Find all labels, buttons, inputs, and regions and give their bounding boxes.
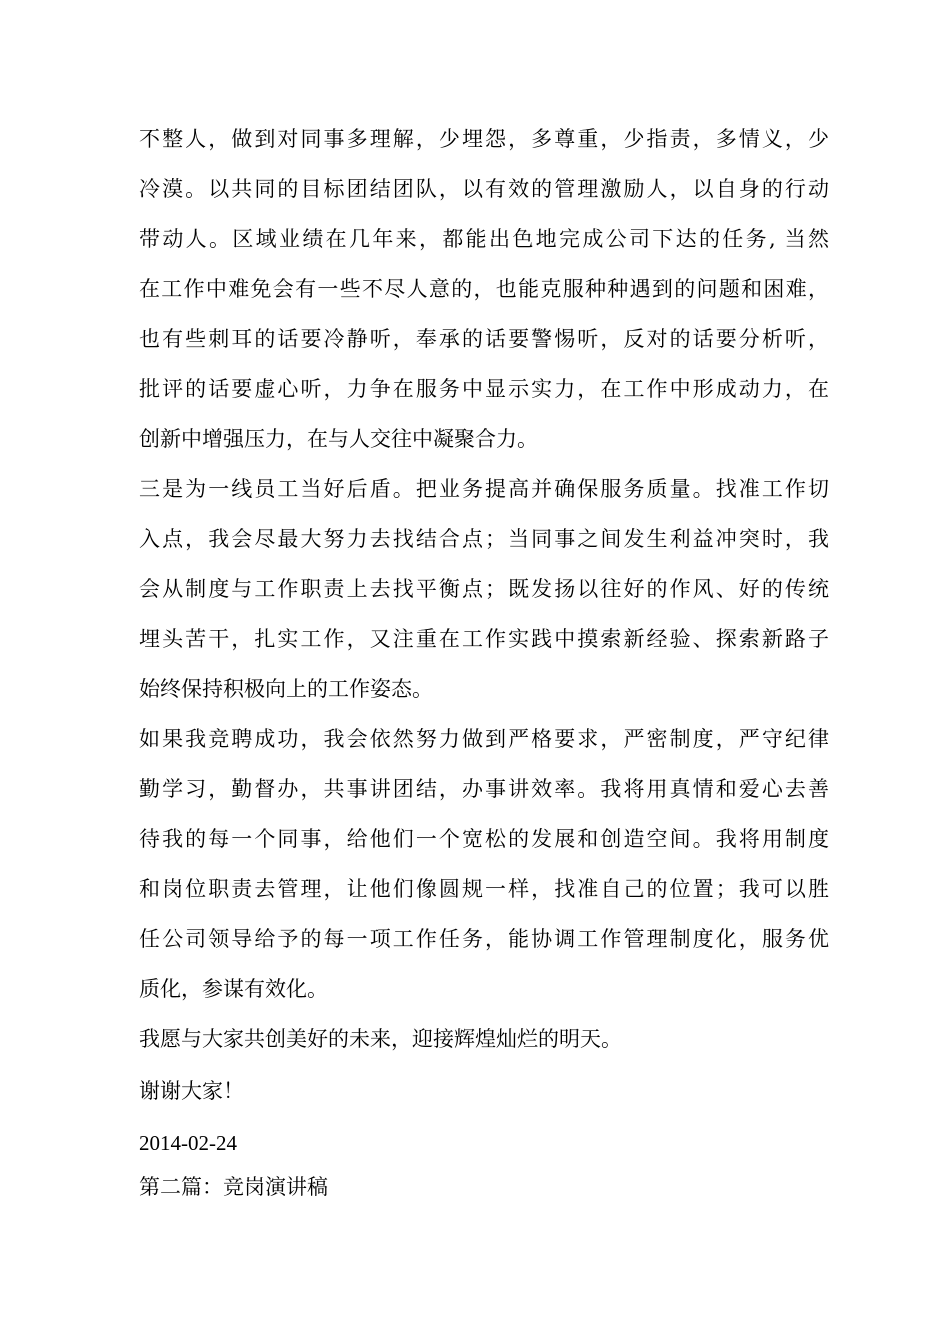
body-text-line: 带动人。区域业绩在几年来，都能出色地完成公司下达的任务, 当然 xyxy=(139,227,829,251)
body-text-line: 待我的每一个同事，给他们一个宽松的发展和创造空间。我将用制度 xyxy=(139,827,829,851)
body-text-line: 会从制度与工作职责上去找平衡点；既发扬以往好的作风、好的传统 xyxy=(139,577,829,601)
body-text-line: 入点，我会尽最大努力去找结合点；当同事之间发生利益冲突时，我 xyxy=(139,527,829,551)
body-text-line: 任公司领导给予的每一项工作任务，能协调工作管理制度化，服务优 xyxy=(139,927,829,951)
body-text-line: 始终保持积极向上的工作姿态。 xyxy=(139,677,433,701)
thanks-line: 谢谢大家！ xyxy=(139,1079,244,1103)
body-text-line: 不整人，做到对同事多理解，少埋怨，多尊重，少指责，多情义，少 xyxy=(139,127,829,151)
body-text-line: 冷漠。以共同的目标团结团队，以有效的管理激励人，以自身的行动 xyxy=(139,177,829,201)
date-line: 2014-02-24 xyxy=(139,1131,237,1155)
body-text-line: 在工作中难免会有一些不尽人意的，也能克服种种遇到的问题和困难， xyxy=(139,277,829,301)
body-text-line: 质化，参谋有效化。 xyxy=(139,977,328,1001)
body-text-line: 勤学习，勤督办，共事讲团结，办事讲效率。我将用真情和爱心去善 xyxy=(139,777,829,801)
body-text-line: 埋头苦干，扎实工作，又注重在工作实践中摸索新经验、探索新路子 xyxy=(139,627,829,651)
body-text-line: 创新中增强压力，在与人交往中凝聚合力。 xyxy=(139,427,538,451)
body-text-line: 和岗位职责去管理，让他们像圆规一样，找准自己的位置；我可以胜 xyxy=(139,877,829,901)
next-section-heading: 第二篇：竞岗演讲稿 xyxy=(139,1175,328,1199)
closing-wish: 我愿与大家共创美好的未来，迎接辉煌灿烂的明天。 xyxy=(139,1027,622,1051)
body-text-line: 如果我竞聘成功，我会依然努力做到严格要求，严密制度，严守纪律 xyxy=(139,727,829,751)
body-text-line: 三是为一线员工当好后盾。把业务提高并确保服务质量。找准工作切 xyxy=(139,477,829,501)
body-text-line: 批评的话要虚心听，力争在服务中显示实力，在工作中形成动力，在 xyxy=(139,377,829,401)
body-text-line: 也有些刺耳的话要冷静听，奉承的话要警惕听，反对的话要分析听， xyxy=(139,327,829,351)
